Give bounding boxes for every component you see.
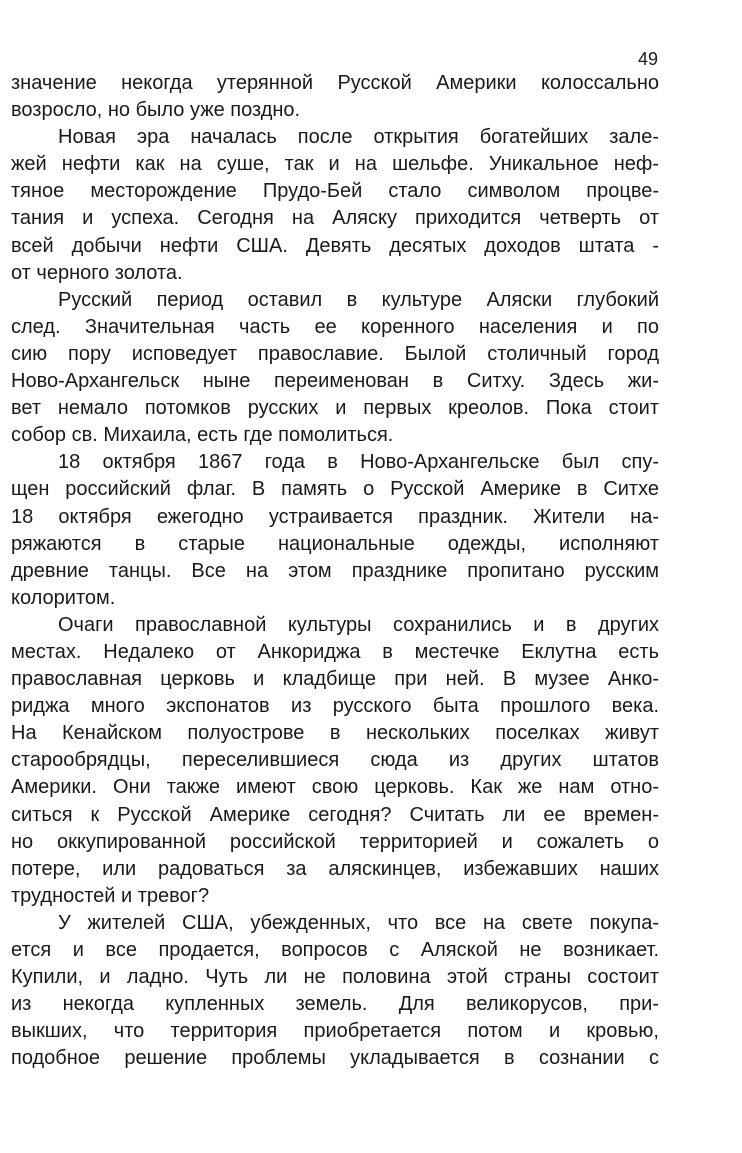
text-line: ряжаются в старые национальные одежды, исполняют [11, 532, 659, 555]
paragraph-5 [11, 612, 659, 910]
text-line: тяное месторождение Прудо-Бей стало символом процве- [11, 180, 659, 203]
text-line: 18 октября ежегодно устраивается праздник. Жители на- [11, 505, 659, 528]
page-number: 49 [637, 49, 658, 69]
text-line: риджа много экспонатов из русского быта прошлого века. [11, 695, 659, 718]
text-line: подобное решение проблемы укладывается в сознании с [11, 1047, 659, 1070]
text-line: На Кенайском полуострове в нескольких поселках живут [11, 722, 659, 745]
text-line: вет немало потомков русских и первых креолов. Пока стоит [11, 397, 659, 420]
text-line: след. Значительная часть ее коренного населения и по [11, 315, 659, 338]
text-line: всей добычи нефти США. Девять десятых доходов штата - [11, 234, 659, 257]
text-line: Очаги православной культуры сохранились и в других [58, 613, 659, 636]
text-line: щен российский флаг. В память о Русской Америке в Ситхе [11, 478, 659, 501]
page-text-body [11, 70, 659, 1072]
text-line: Русский период оставил в культуре Аляски глубокий [58, 288, 659, 311]
text-line: но оккупированной российской территорией и сожалеть о [11, 830, 659, 853]
text-line: 18 октября 1867 года в Ново-Архангельске был спу- [58, 451, 659, 474]
text-line: У жителей США, убежденных, что все на свете покупа- [58, 911, 659, 934]
text-line: выкших, что территория приобретается потом и кровью, [11, 1020, 659, 1043]
text-line: ситься к Русской Америке сегодня? Считать ли ее времен- [11, 803, 659, 826]
text-line: трудностей и тревог? [11, 884, 210, 907]
text-line: от черного золота. [11, 261, 183, 284]
text-line: Ново-Архангельск ныне переименован в Ситху. Здесь жи- [11, 370, 659, 393]
text-line: значение некогда утерянной Русской Америки колоссально [11, 72, 659, 94]
text-line: Купили, и ладно. Чуть ли не половина этой страны состоит [11, 966, 659, 989]
text-line: жей нефти как на суше, так и на шельфе. Уникальное неф- [11, 153, 659, 176]
paragraph-2 [11, 124, 659, 287]
paragraph-1 [11, 70, 659, 124]
text-line: колоритом. [11, 586, 116, 609]
text-line: ется и все продается, вопросов с Аляской не возникает. [11, 939, 659, 961]
text-line: Америки. Они также имеют свою церковь. Как же нам отно- [11, 776, 659, 799]
text-line: Новая эра началась после открытия богатейших зале- [58, 126, 659, 149]
text-line: местах. Недалеко от Анкориджа в местечке Еклутна есть [11, 640, 659, 663]
text-line: возросло, но было уже поздно. [11, 99, 301, 122]
paragraph-6 [11, 910, 659, 1073]
text-line: потере, или радоваться за аляскинцев, избежавших наших [11, 857, 659, 880]
text-line: сию пору исповедует православие. Былой столичный город [11, 342, 659, 365]
paragraph-3 [11, 287, 659, 450]
text-line: тания и успеха. Сегодня на Аляску приходится четверть от [11, 207, 659, 230]
text-line: старообрядцы, переселившиеся сюда из других штатов [11, 749, 659, 772]
paragraph-4 [11, 449, 659, 612]
text-line: собор св. Михаила, есть где помолиться. [11, 424, 394, 447]
text-line: из некогда купленных земель. Для великорусов, при- [11, 993, 659, 1016]
text-line: древние танцы. Все на этом празднике пропитано русским [11, 559, 659, 582]
text-line: православная церковь и кладбище при ней. В музее Анко- [11, 668, 659, 691]
